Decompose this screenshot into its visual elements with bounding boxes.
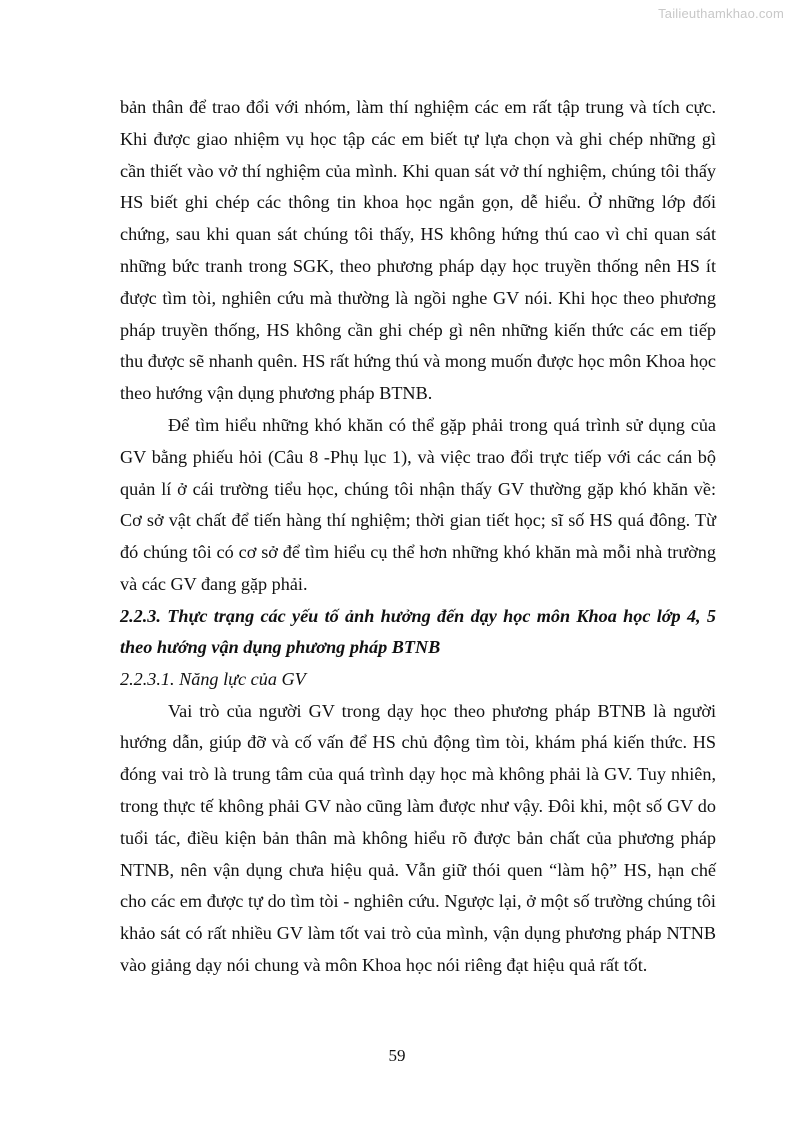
subsection-heading-2-2-3-1: 2.2.3.1. Năng lực của GV — [120, 668, 306, 689]
paragraph-difficulties: Để tìm hiểu những khó khăn có thể gặp phải trong quá trình sử dụng của GV bằng phiếu hỏi (Câu 8 -Phụ lục 1), và việc trao đổi trực tiếp với các cán bộ quản lí ở cái trường tiểu học, chúng tôi nhận thấy GV thường gặp khó khăn về: Cơ sở vật chất để tiến hàng thí nghiệm; thời gian tiết học; sĩ số HS quá đông. Từ đó chúng tôi có cơ sở để tìm hiểu cụ thể hơn những khó khăn mà mỗi nhà trường và các GV đang gặp phải. — [120, 414, 716, 594]
section-heading-2-2-3: 2.2.3. Thực trạng các yếu tố ảnh hưởng đến dạy học môn Khoa học lớp 4, 5 theo hướng vận dụng phương pháp BTNB — [120, 605, 716, 658]
document-body — [120, 92, 716, 982]
watermark-text: Tailieuthamkhao.com — [658, 6, 784, 21]
paragraph-teacher-capacity: Vai trò của người GV trong dạy học theo phương pháp BTNB là người hướng dẫn, giúp đỡ và cố vấn để HS chủ động tìm tòi, khám phá kiến thức. HS đóng vai trò là trung tâm của quá trình dạy học mà không phải là GV. Tuy nhiên, trong thực tế không phải GV nào cũng làm được như vậy. Đôi khi, một số GV do tuổi tác, điều kiện bản thân mà không hiểu rõ được bản chất của phương pháp NTNB, nên vận dụng chưa hiệu quả. Vẫn giữ thói quen “làm hộ” HS, hạn chế cho các em được tự do tìm tòi - nghiên cứu. Ngược lại, ở một số trường chúng tôi khảo sát có rất nhiều GV làm tốt vai trò của mình, vận dụng phương pháp NTNB vào giảng dạy nói chung và môn Khoa học nói riêng đạt hiệu quả rất tốt. — [120, 700, 716, 975]
paragraph-continuation: bản thân để trao đổi với nhóm, làm thí nghiệm các em rất tập trung và tích cực. Khi được giao nhiệm vụ học tập các em biết tự lựa chọn và ghi chép những gì cần thiết vào vở thí nghiệm của mình. Khi quan sát vở thí nghiệm, chúng tôi thấy HS biết ghi chép các thông tin khoa học ngắn gọn, dễ hiểu. Ở những lớp đối chứng, sau khi quan sát chúng tôi thấy, HS không hứng thú cao vì chỉ quan sát những bức tranh trong SGK, theo phương pháp dạy học truyền thống nên HS ít được tìm tòi, nghiên cứu mà thường là ngồi nghe GV nói. Khi học theo phương pháp truyền thống, HS không cần ghi chép gì nên những kiến thức các em tiếp thu được sẽ nhanh quên. HS rất hứng thú và mong muốn được học môn Khoa học theo hướng vận dụng phương pháp BTNB. — [120, 97, 716, 404]
page-number: 59 — [388, 1046, 406, 1065]
